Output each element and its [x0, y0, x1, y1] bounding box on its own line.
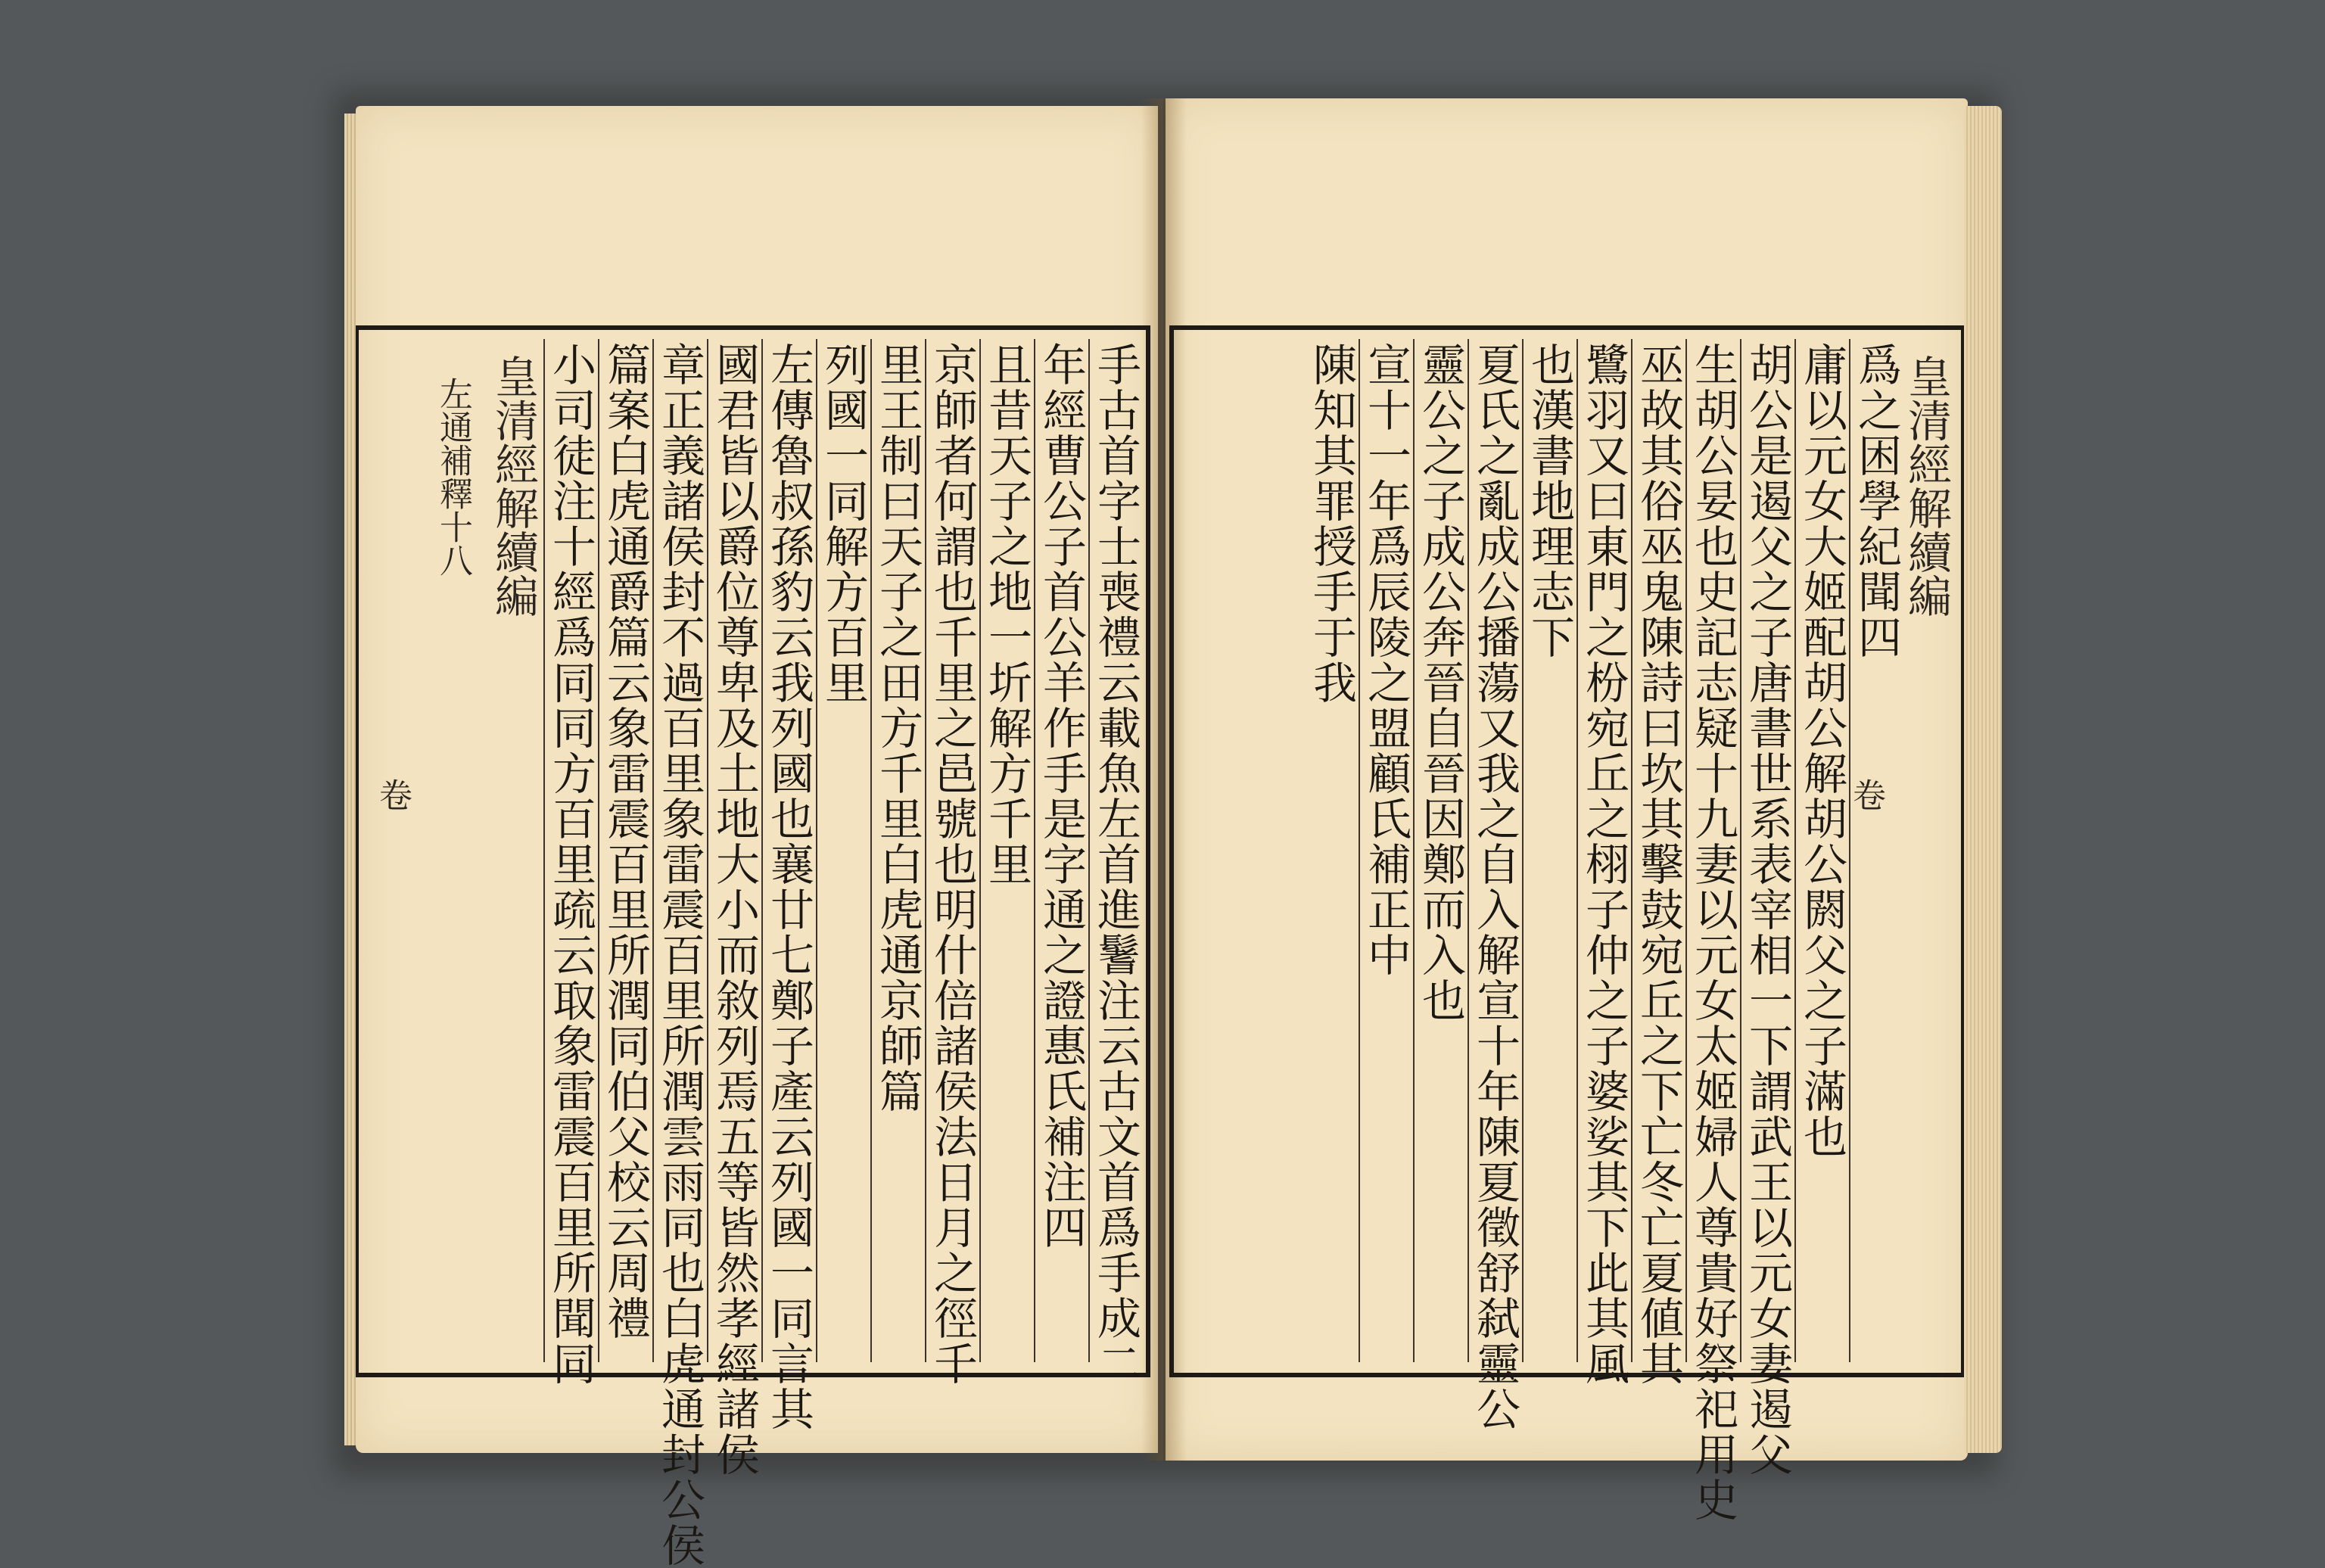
text-column: 生胡公妟也史記志疑十九妻以元女太姬婦人尊貴好祭祀用史	[1685, 339, 1740, 1362]
right-page-columns	[1177, 339, 1956, 1523]
text-column: 庸以元女大姬配胡公解胡公閼父之子滿也	[1794, 339, 1849, 1362]
text-column: 列國一同解方百里	[816, 339, 870, 1362]
folio-label: 卷	[373, 778, 412, 811]
text-column: 鷺羽又曰東門之枌宛丘之栩子仲之子婆娑其下此其風	[1576, 339, 1631, 1362]
text-column: 且昔天子之地一圻解方千里	[979, 339, 1034, 1362]
chapter-label: 左通補釋十八	[434, 377, 472, 577]
text-column: 手古首字士喪禮云載魚左首進鬐注云古文首爲手成二	[1088, 339, 1143, 1362]
text-column: 靈公之子成公奔晉自晉因鄭而入也	[1413, 339, 1468, 1362]
text-column: 也漢書地理志下	[1522, 339, 1576, 1362]
folio-label: 卷	[1847, 778, 1885, 811]
text-column: 夏氏之亂成公播蕩又我之自入解宣十年陳夏徵舒弑靈公	[1468, 339, 1522, 1362]
text-column: 章正義諸侯封不過百里象雷震百里所潤雲雨同也白虎通封公侯	[652, 339, 707, 1362]
text-column: 陳知其罪授手于我	[1306, 342, 1357, 705]
text-column: 小司徒注十經爲同同方百里疏云取象雷震百里所聞同	[543, 339, 598, 1362]
text-column: 宣十一年爲辰陵之盟顧氏補正中	[1359, 339, 1413, 1362]
book-title: 皇清經解續編	[1900, 354, 1952, 618]
text-column: 里王制曰天子之田方千里白虎通京師篇	[870, 339, 925, 1362]
text-column: 篇案白虎通爵篇云象雷震百里所潤同伯父校云周禮	[598, 339, 652, 1362]
text-column: 國君皆以爵位尊卑及土地大小而敘列焉五等皆然孝經諸侯	[707, 339, 761, 1362]
book-title: 皇清經解續編	[487, 354, 539, 618]
text-column: 巫故其俗巫鬼陳詩曰坎其擊鼓宛丘之下亡冬亡夏値其	[1631, 339, 1685, 1362]
text-column: 左傳魯叔孫豹云我列國也襄廿七鄭子產云列國一同言其	[761, 339, 816, 1362]
right-page-edge	[1964, 106, 2002, 1453]
text-column: 京師者何謂也千里之邑號也明什倍諸侯法日月之徑千	[925, 339, 979, 1362]
left-page-columns	[363, 339, 1143, 1568]
text-column: 爲之困學紀聞四	[1849, 339, 1903, 1362]
text-column: 胡公是遏父之子唐書世系表宰相一下謂武王以元女妻遏父	[1740, 339, 1794, 1362]
text-column: 年經曹公子首公羊作手是字通之證惠氏補注四	[1034, 339, 1088, 1362]
left-page-margin	[373, 339, 543, 1362]
